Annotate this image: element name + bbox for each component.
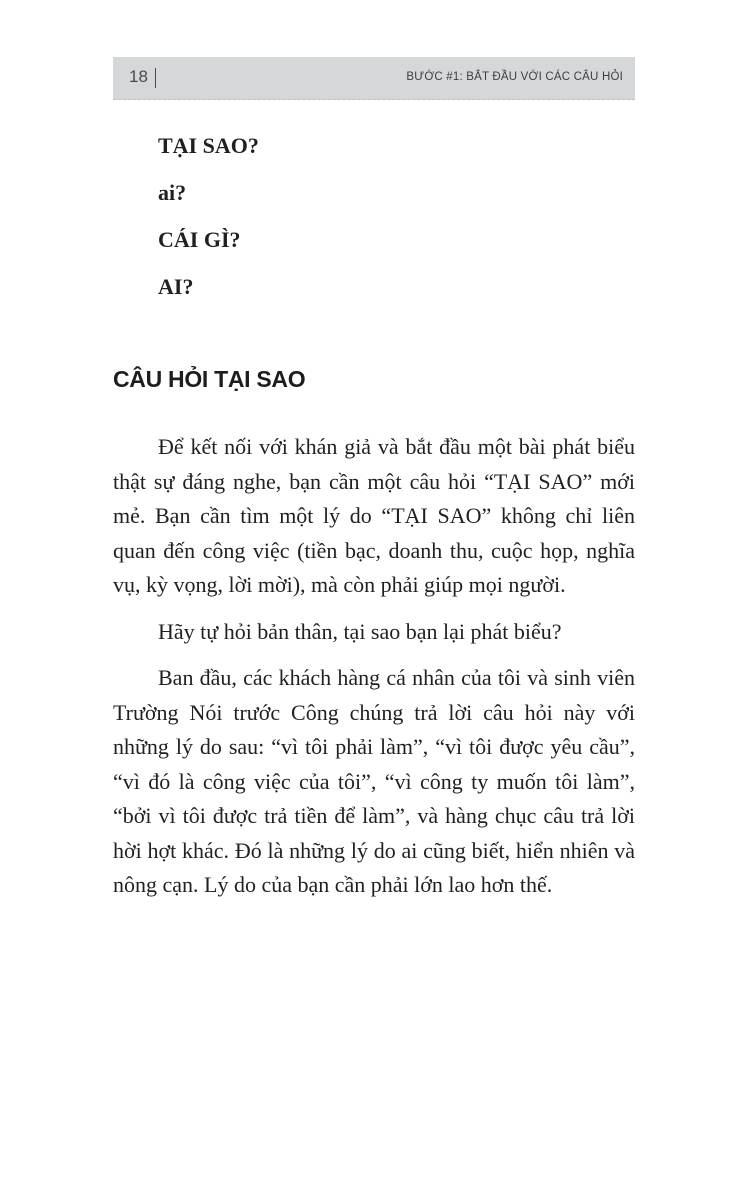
- question-item: TẠI SAO?: [158, 133, 259, 158]
- section-heading: CÂU HỎI TẠI SAO: [113, 366, 306, 392]
- running-head: BƯỚC #1: BẮT ĐẦU VỚI CÁC CÂU HỎI: [406, 71, 623, 83]
- page-header: [113, 57, 635, 100]
- body-text: [113, 430, 635, 915]
- paragraph: Để kết nối với khán giả và bắt đầu một bài phát biểu thật sự đáng nghe, bạn cần một câu hỏi “TẠI SAO” mới mẻ. Bạn cần tìm một lý do “TẠI SAO” không chỉ liên quan đến công việc (tiền bạc, doanh thu, cuộc họp, nghĩa vụ, kỳ vọng, lời mời), mà còn phải giúp mọi người.: [113, 434, 635, 597]
- paragraph: Ban đầu, các khách hàng cá nhân của tôi và sinh viên Trường Nói trước Công chúng trả lời câu hỏi này với những lý do sau: “vì tôi phải làm”, “vì tôi được yêu cầu”, “vì đó là công việc của tôi”, “vì công ty muốn tôi làm”, “bởi vì tôi được trả tiền để làm”, và hàng chục câu trả lời hời hợt khác. Đó là những lý do ai cũng biết, hiển nhiên và nông cạn. Lý do của bạn cần phải lớn lao hơn thế.: [113, 665, 635, 897]
- page-number: 18: [129, 67, 148, 86]
- question-item: CÁI GÌ?: [158, 227, 241, 252]
- question-list: [158, 130, 259, 318]
- header-divider: [155, 68, 156, 88]
- paragraph: Hãy tự hỏi bản thân, tại sao bạn lại phát biểu?: [158, 618, 562, 644]
- question-item: AI?: [158, 274, 194, 299]
- question-item: ai?: [158, 180, 187, 205]
